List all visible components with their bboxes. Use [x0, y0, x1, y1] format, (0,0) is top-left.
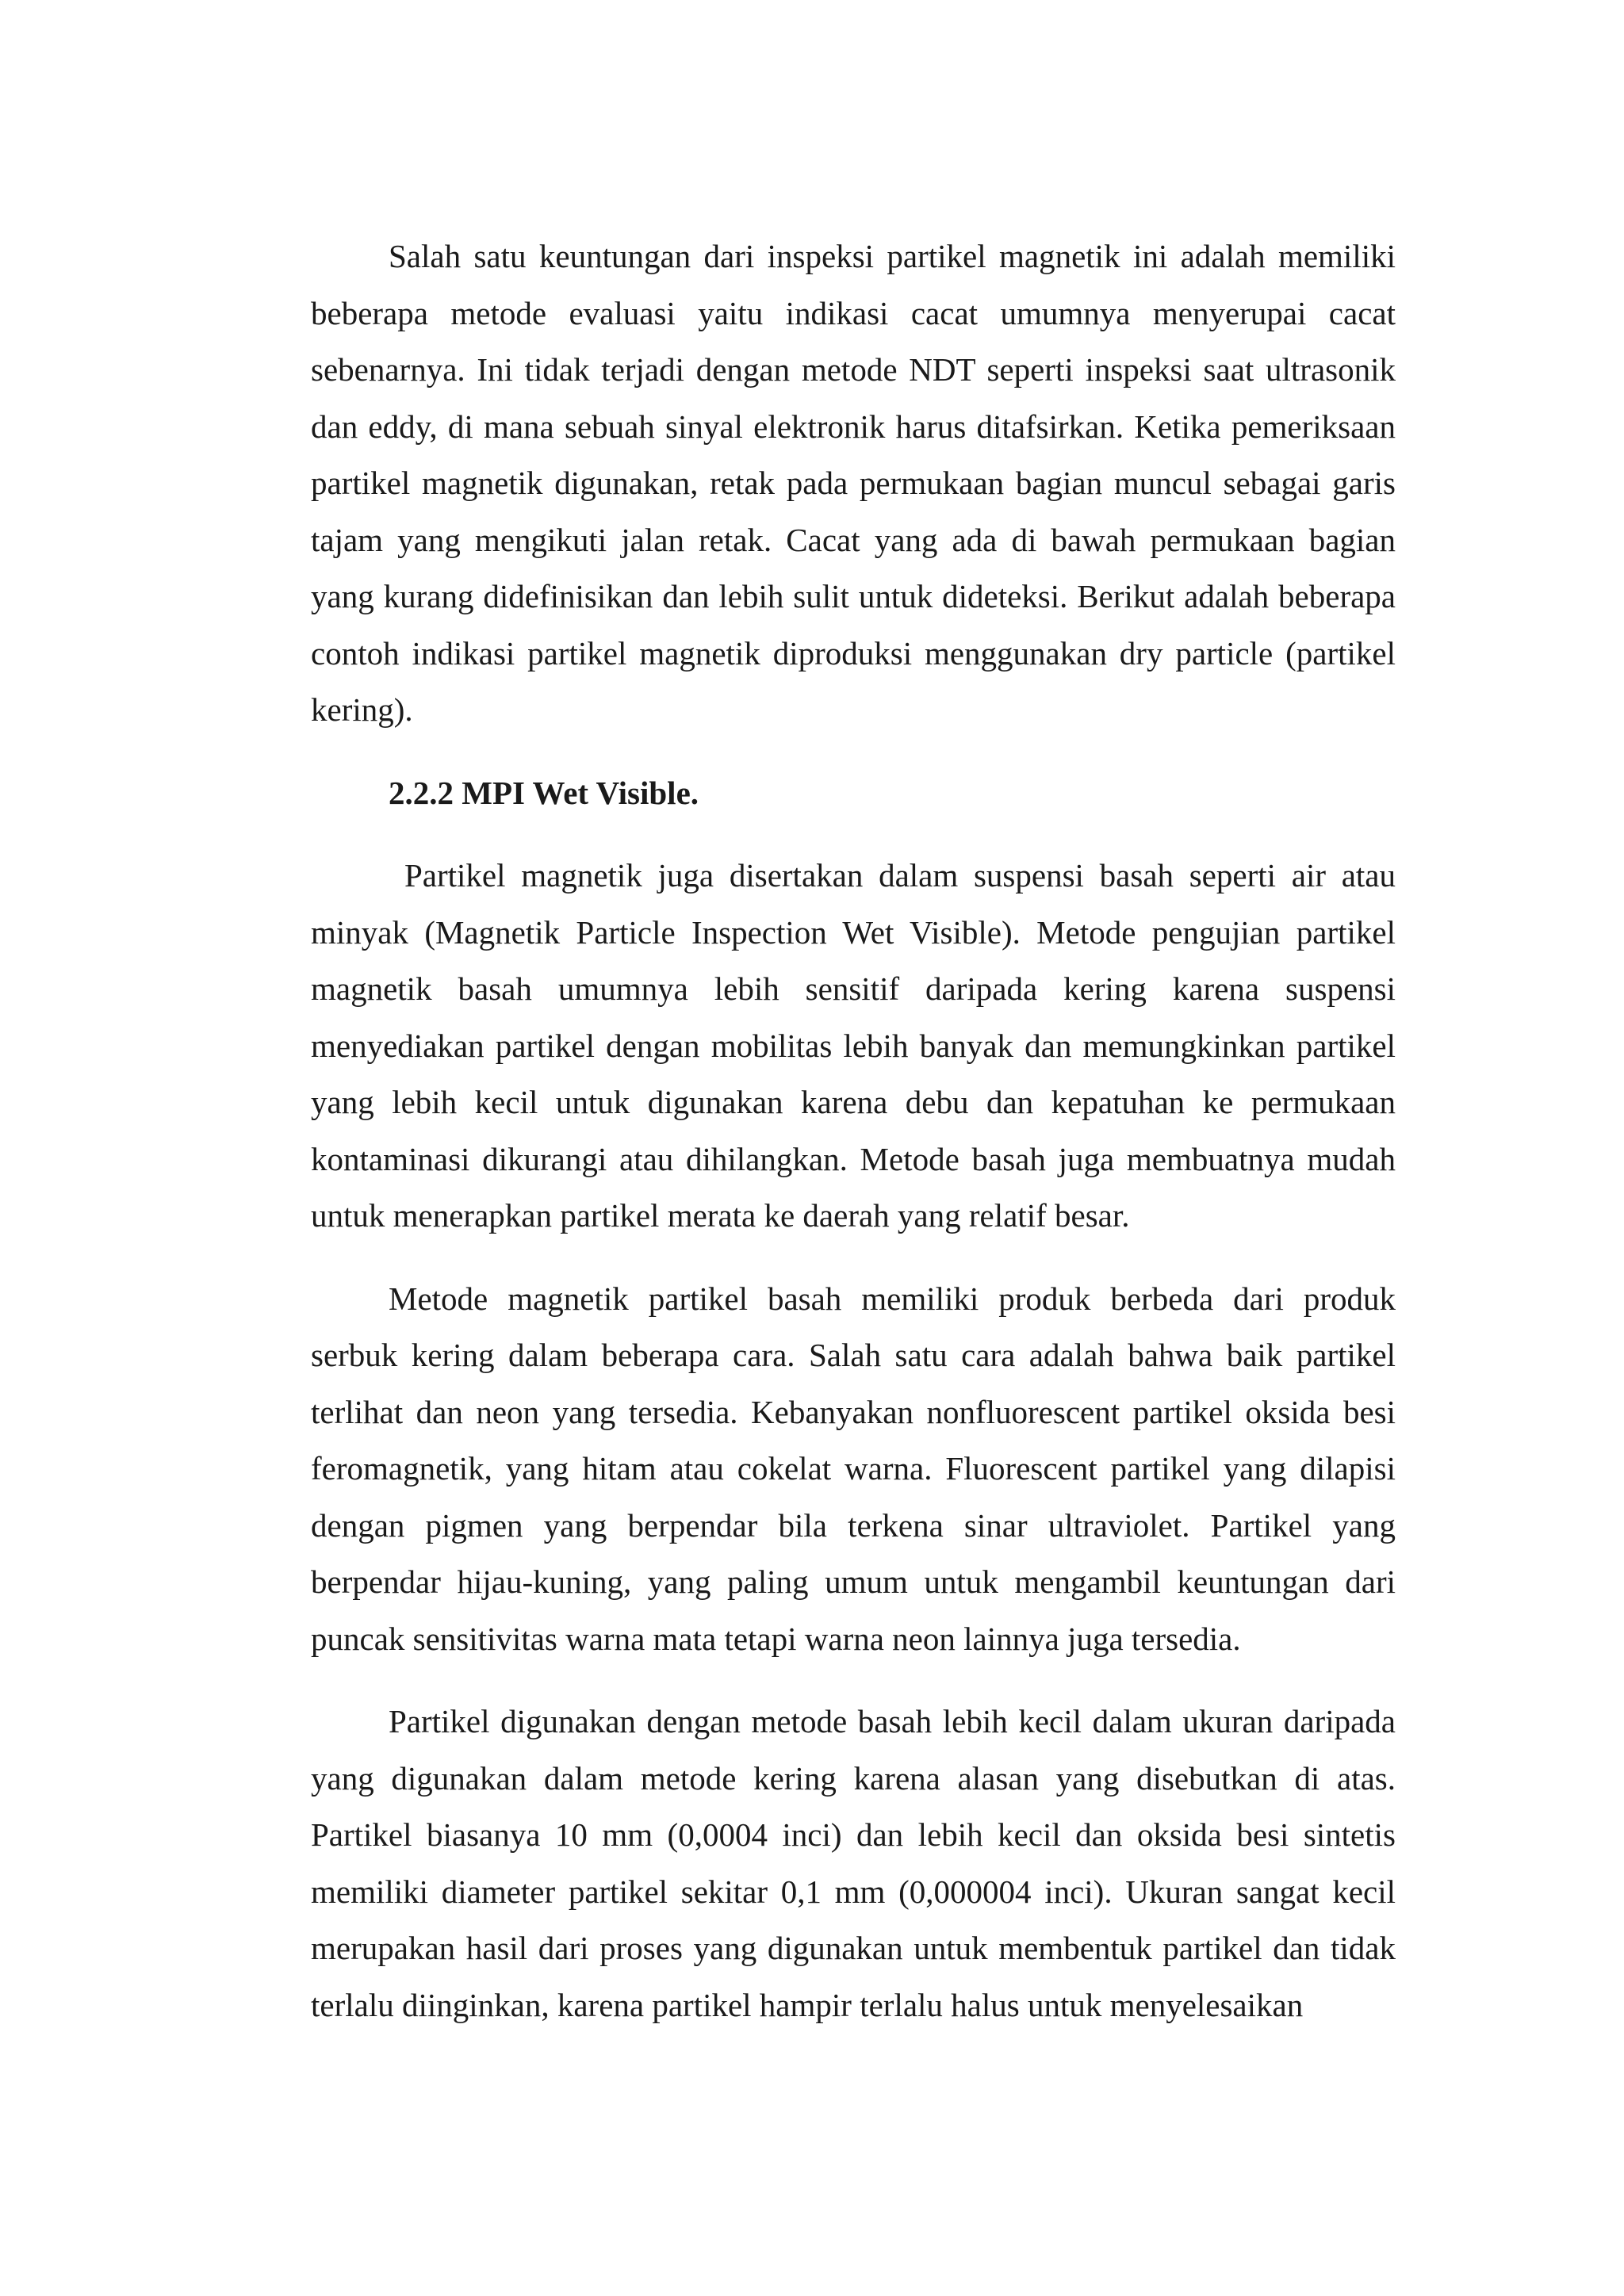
document-page [311, 228, 1396, 2034]
paragraph-advantages: Salah satu keuntungan dari inspeksi partikel magnetik ini adalah memiliki beberapa metode evaluasi yaitu indikasi cacat umumnya menyerupai cacat sebenarnya. Ini tidak terjadi dengan metode NDT seperti inspeksi saat ultrasonik dan eddy, di mana sebuah sinyal elektronik harus ditafsirkan. Ketika pemeriksaan partikel magnetik digunakan, retak pada permukaan bagian muncul sebagai garis tajam yang mengikuti jalan retak. Cacat yang ada di bawah permukaan bagian yang kurang didefinisikan dan lebih sulit untuk dideteksi. Berikut adalah beberapa contoh indikasi partikel magnetik diproduksi menggunakan dry particle (partikel kering). [311, 238, 1396, 728]
section-heading: 2.2.2 MPI Wet Visible. [389, 774, 699, 811]
paragraph-wet-suspension: Partikel magnetik juga disertakan dalam suspensi basah seperti air atau minyak (Magnetik Particle Inspection Wet Visible). Metode pengujian partikel magnetik basah umumnya lebih sensitif daripada kering karena suspensi menyediakan partikel dengan mobilitas lebih banyak dan memungkinkan partikel yang lebih kecil untuk digunakan karena debu dan kepatuhan ke permukaan kontaminasi dikurangi atau dihilangkan. Metode basah juga membuatnya mudah untuk menerapkan partikel merata ke daerah yang relatif besar. [311, 857, 1396, 1234]
paragraph-particle-size: Partikel digunakan dengan metode basah lebih kecil dalam ukuran daripada yang digunakan dalam metode kering karena alasan yang disebutkan di atas. Partikel biasanya 10 mm (0,0004 inci) dan lebih kecil dan oksida besi sintetis memiliki diameter partikel sekitar 0,1 mm (0,000004 inci). Ukuran sangat kecil merupakan hasil dari proses yang digunakan untuk membentuk partikel dan tidak terlalu diinginkan, karena partikel hampir terlalu halus untuk menyelesaikan [311, 1703, 1396, 2023]
paragraph-wet-products: Metode magnetik partikel basah memiliki produk berbeda dari produk serbuk kering dalam beberapa cara. Salah satu cara adalah bahwa baik partikel terlihat dan neon yang tersedia. Kebanyakan nonfluorescent partikel oksida besi feromagnetik, yang hitam atau cokelat warna. Fluorescent partikel yang dilapisi dengan pigmen yang berpendar bila terkena sinar ultraviolet. Partikel yang berpendar hijau-kuning, yang paling umum untuk mengambil keuntungan dari puncak sensitivitas warna mata tetapi warna neon lainnya juga tersedia. [311, 1280, 1396, 1657]
